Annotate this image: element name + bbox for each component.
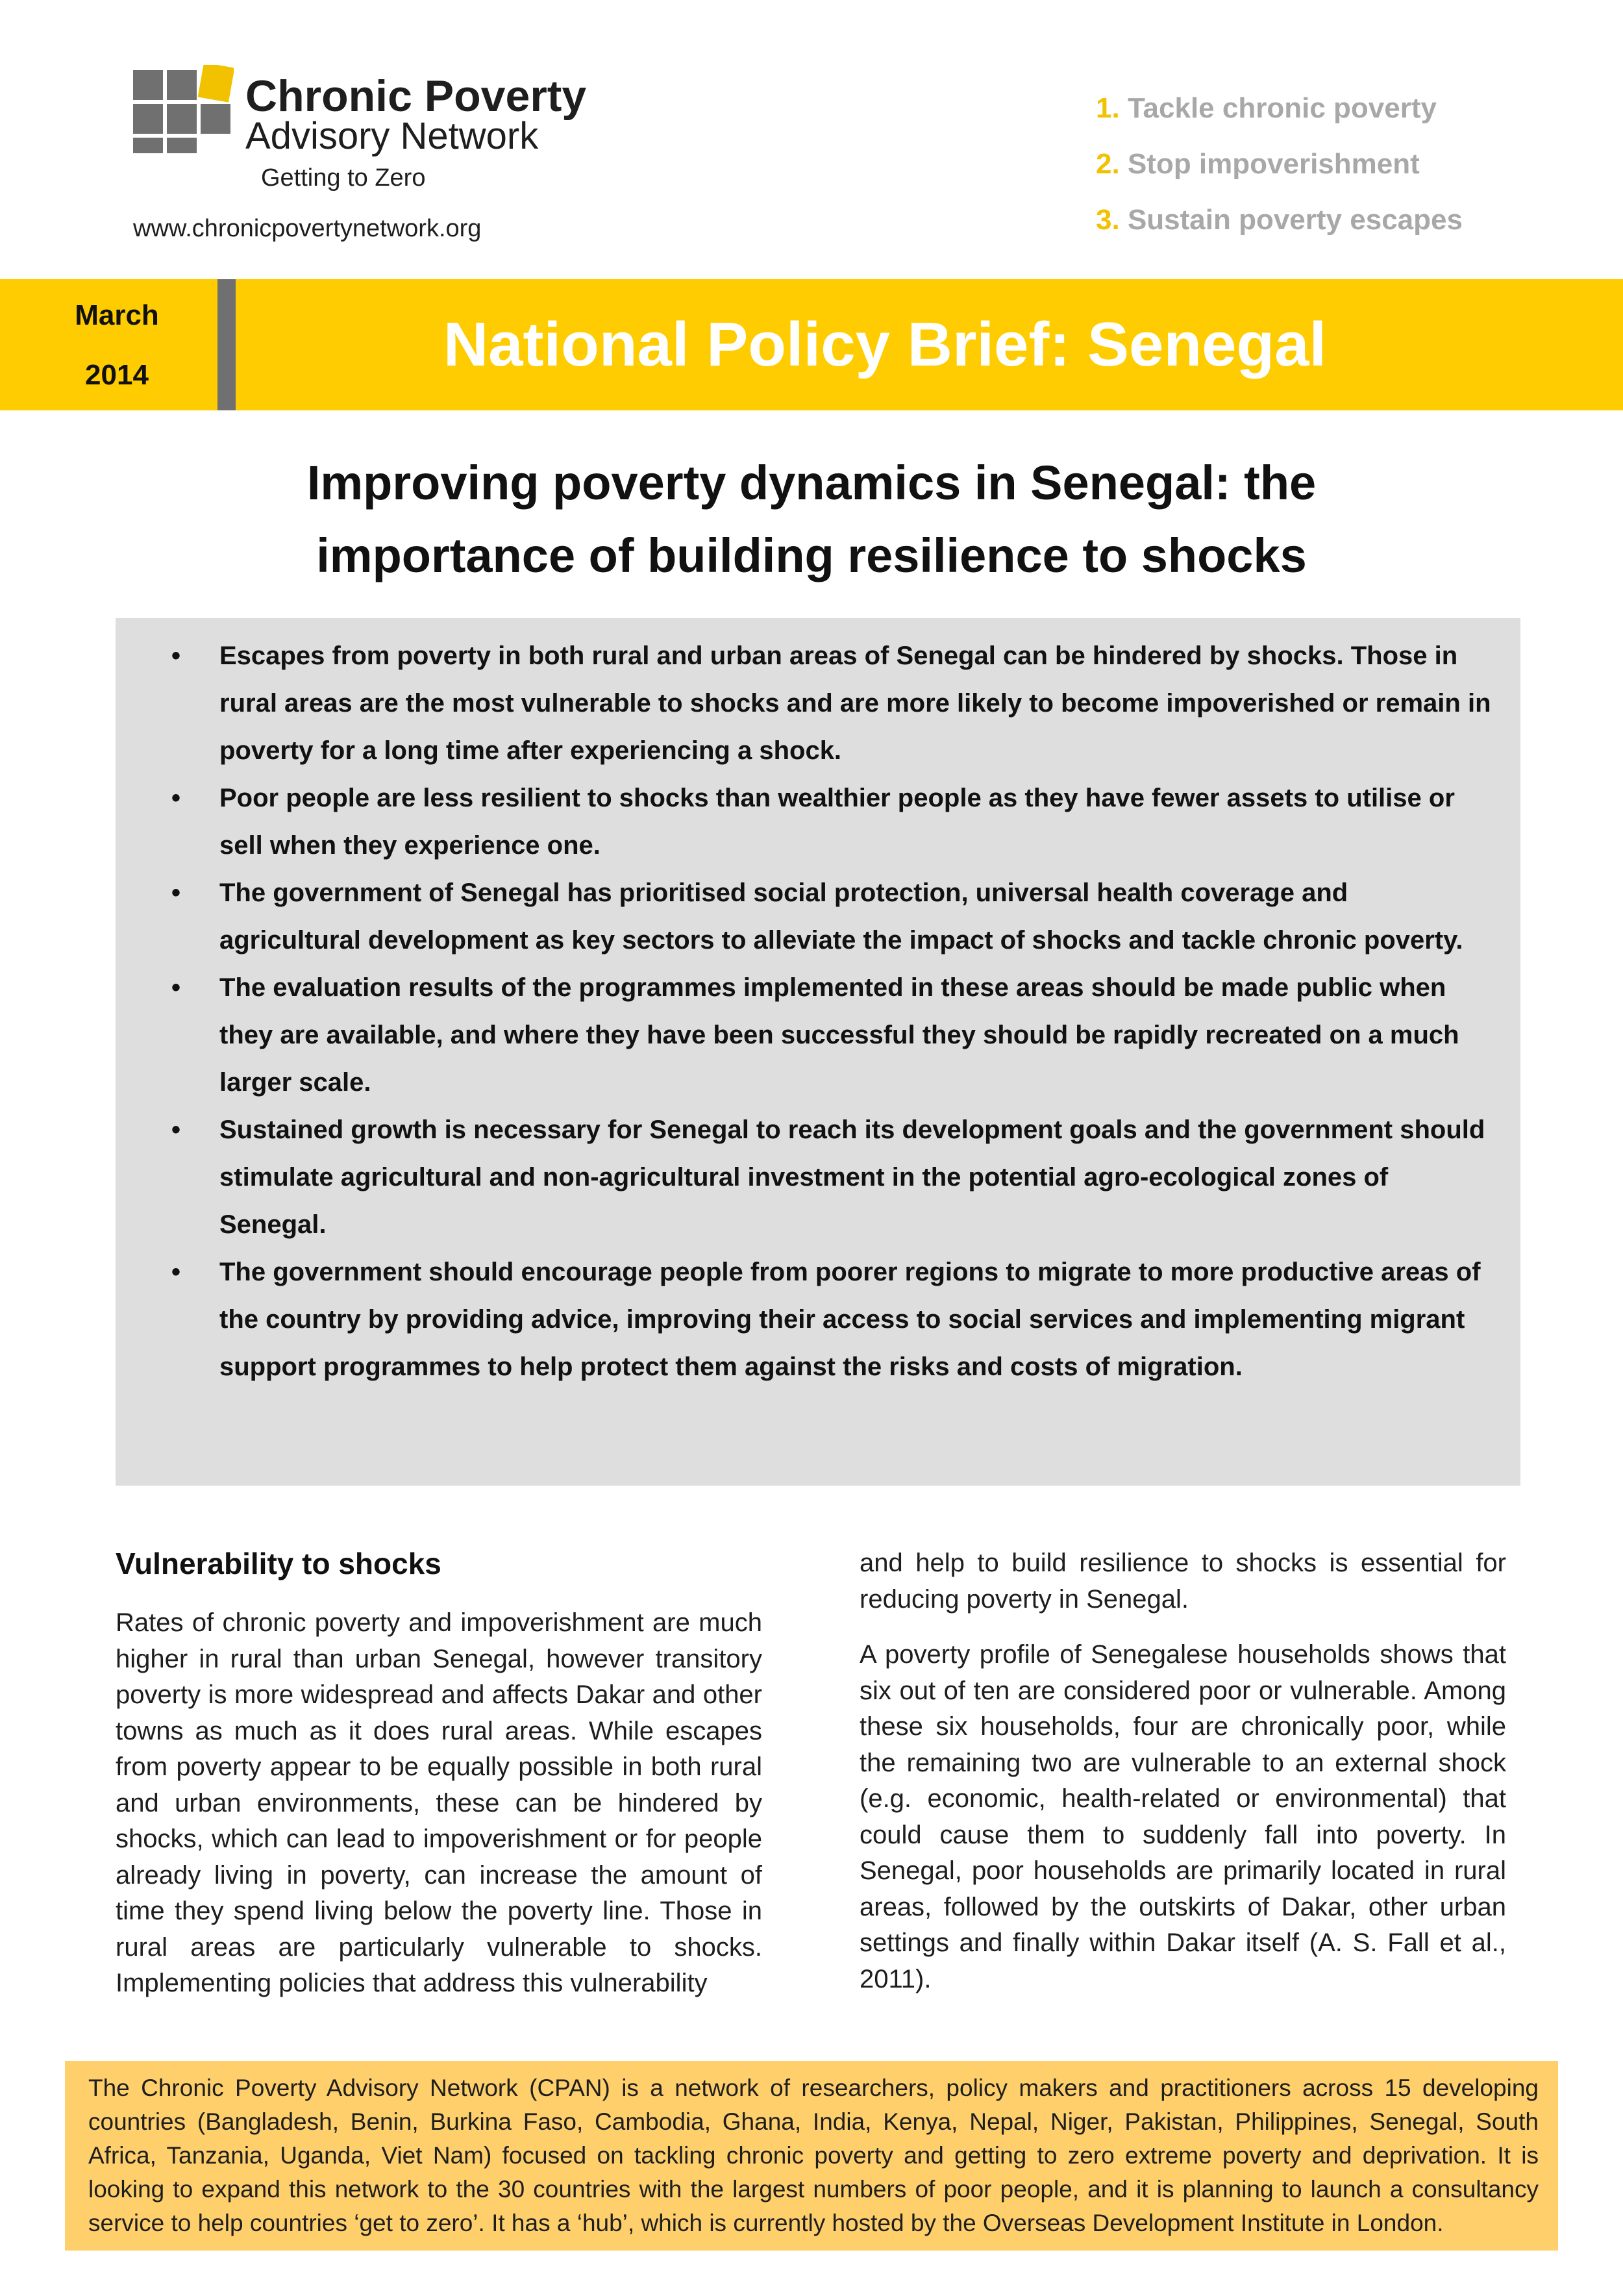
key-message-item [166, 632, 1494, 775]
body-paragraph: Rates of chronic poverty and impoverishment are much higher in rural than urban Senegal, however transitory poverty is more widespread and affects Dakar and other towns as much as it does rural areas. While escapes from poverty appear to be equally possible in both rural and urban environments, these can be hindered by shocks, which can lead to impoverishment or for people already living in poverty, can increase the amount of time they spend living below the poverty line. Those in rural areas are particularly vulnerable to shocks. Implementing policies that address this vulnerability [116, 1608, 762, 1997]
body-paragraph: and help to build resilience to shocks is essential for reducing poverty in Senegal. [860, 1549, 1506, 1614]
logo-title: Chronic Poverty [245, 71, 587, 121]
key-message-text: The evaluation results of the programmes implemented in these areas should be made public when they are available, and where they have been successful they should be rapidly recreated on a much larger scale. [219, 973, 1459, 1097]
publication-date [26, 286, 208, 405]
bullet-icon: • [171, 1258, 181, 1286]
cpan-logo-icon [133, 65, 234, 155]
publication-year: 2014 [85, 359, 149, 391]
logo-tagline: Getting to Zero [261, 164, 426, 192]
left-column [116, 1545, 762, 2021]
bullet-icon: • [171, 973, 181, 1002]
key-message-text: The government of Senegal has prioritised social protection, universal health coverage and agricultural development as key sectors to alleviate the impact of shocks and tackle chronic poverty. [219, 879, 1463, 955]
key-message-text: Sustained growth is necessary for Senegal to reach its development goals and the government should stimulate agricultural and non-agricultural investment in the potential agro-ecological zones of Senegal. [219, 1116, 1485, 1239]
key-messages-box [116, 618, 1520, 1486]
bullet-icon: • [171, 642, 181, 670]
pillar-label: Tackle chronic poverty [1127, 92, 1437, 124]
key-message-text: Poor people are less resilient to shocks than wealthier people as they have fewer assets to utilise or sell when they experience one. [219, 784, 1455, 860]
website-link[interactable]: www.chronicpovertynetwork.org [133, 215, 482, 242]
right-column [860, 1545, 1506, 2017]
key-message-text: The government should encourage people from poorer regions to migrate to more productive areas of the country by providing advice, improving their access to social services and implementing migrant support programmes to help protect them against the risks and costs of migration. [219, 1258, 1481, 1381]
key-message-item [166, 1249, 1494, 1391]
key-message-text: Escapes from poverty in both rural and urban areas of Senegal can be hindered by shocks. Those in rural areas are the most vulnerable to shocks and are more likely to become impoverished or remain in poverty for a long time after experiencing a shock. [219, 642, 1491, 765]
pillar-number: 2. [1096, 148, 1120, 180]
page-title-line: Improving poverty dynamics in Senegal: the [306, 456, 1317, 510]
pillar-item [1096, 136, 1463, 192]
page-title [130, 447, 1493, 592]
key-message-item [166, 964, 1494, 1106]
pillar-item [1096, 81, 1463, 136]
pillar-label: Sustain poverty escapes [1127, 204, 1463, 236]
brief-title: National Policy Brief: Senegal [443, 310, 1327, 379]
pillar-item [1096, 192, 1463, 248]
pillars-list [1096, 81, 1463, 248]
key-message-item [166, 869, 1494, 964]
pillar-number: 1. [1096, 92, 1120, 124]
bullet-icon: • [171, 784, 181, 812]
body-paragraph: A poverty profile of Senegalese households shows that six out of ten are considered poor or vulnerable. Among these six households, four are chronically poor, while the remaining two are vulnerable to an external shock (e.g. economic, health-related or environmental) that could cause them to suddenly fall into poverty. In Senegal, poor households are primarily located in rural areas, followed by the outskirts of Dakar, other urban settings and finally within Dakar itself (A. S. Fall et al., 2011). [860, 1640, 1506, 1993]
bullet-icon: • [171, 879, 181, 907]
logo-subtitle: Advisory Network [245, 115, 539, 157]
pillar-number: 3. [1096, 204, 1120, 236]
section-heading: Vulnerability to shocks [116, 1547, 441, 1580]
key-message-item [166, 1106, 1494, 1249]
publication-month: March [75, 299, 159, 331]
bullet-icon: • [171, 1116, 181, 1144]
key-message-item [166, 775, 1494, 869]
cpan-about-footer: The Chronic Poverty Advisory Network (CPAN) is a network of researchers, policy makers and practitioners across 15 developing countries (Bangladesh, Benin, Burkina Faso, Cambodia, Ghana, India, Kenya, Nepal, Niger, Pakistan, Philippines, Senegal, South Africa, Tanzania, Uganda, Viet Nam) focused on tackling chronic poverty and getting to zero extreme poverty and deprivation. It is looking to expand this network to the 30 countries with the largest numbers of poor people, and it is planning to launch a consultancy service to help countries ‘get to zero’. It has a ‘hub’, which is currently hosted by the Overseas Development Institute in London. [65, 2061, 1558, 2251]
page-title-line: importance of building resilience to shocks [316, 529, 1307, 582]
banner-divider [217, 279, 236, 410]
pillar-label: Stop impoverishment [1127, 148, 1420, 180]
